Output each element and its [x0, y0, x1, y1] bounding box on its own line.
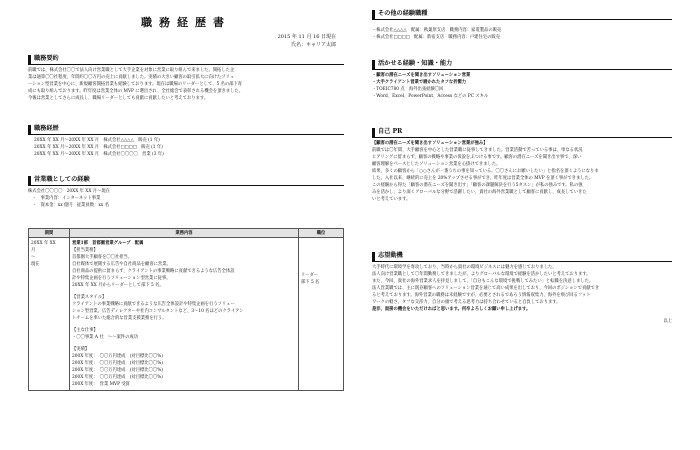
summary-line: 業は通算〇〇社程度、年間約〇〇万円の売上に貢献しました。実績の大きい顧客の取引拡大に向けたソリュ: [28, 75, 235, 80]
period-line: 〜: [31, 255, 36, 260]
motivation-line: 是非、面接の機会をいただければと思います。何卒よろしくお願い申し上げます。: [372, 307, 531, 312]
role-cell: [299, 238, 344, 391]
summary-line: 前職では、株式会社〇〇で法人向け営業職として大手企業を対象に営業に取り組んで来ました。開拓した企: [28, 68, 235, 73]
handling-line: 自社商品の提供に留まらず、クライアントの事業戦略に貢献できるような広告全体設: [72, 269, 235, 274]
career-line: 20XX 年 XX 月〜20XX 年 XX 月 株式会社〇〇〇〇 営業 (3 年): [34, 152, 164, 157]
results-line: 200X 年度： 〇〇万円達成 (対目標比〇〇%): [72, 361, 163, 366]
handling-line: 20XX 年 XX 月からリーダーとして部下 5 名。: [72, 283, 164, 288]
self-pr-section: [372, 128, 672, 203]
self-pr-line: 前職では〇年間、大手顧客を中心とした営業職に従事してきました。営業活動で苦っている事は、単なる状況: [372, 148, 583, 153]
skills-section: [372, 60, 672, 100]
self-pr-line: いと考えています。: [372, 197, 411, 202]
other-experience-line: ・株式会社△△△△ 配属：秋葉原支店 職務内容：家電製品の販売: [372, 28, 502, 33]
motivation-line: ると考えております。海外営業の職務は未経験ですが、必要とされるであろう情報収集力、海外を飛び回るフット: [372, 293, 591, 298]
department: 営業1部 首都圏営業グループ 配属: [72, 241, 144, 246]
period-line: 現在: [31, 262, 40, 267]
results-line: 200X 年度： 〇〇万円達成 (対目標比〇〇%): [72, 368, 163, 373]
style-line: クライアントの事業戦略に貢献できるような広告全体設計や特集企画を行うソリュー: [72, 302, 235, 307]
handling-line: 計や特集企画を行うソリューション型営業に従事。: [72, 276, 171, 281]
self-pr-line: 結果、多くの顧客から「○○さんが一番うちの事を知っている。〇〇さんにお願いしたい」と指名を頂くようになりま: [372, 169, 599, 174]
motivation-line: 法人営業職では、主に既存顧客へのソリューション営業を通じて高い成果を出しており、今回のポジションで貢献でき: [372, 286, 600, 291]
skill-line: ・Word、Excel、PowerPoint、Access などの PC スキル: [372, 94, 489, 99]
summary-title: 職務要約: [28, 55, 344, 65]
style-title: 【営業スタイル】: [72, 295, 107, 300]
content-cell: [70, 238, 299, 391]
end-mark: 以上: [663, 319, 672, 324]
period-line: 20XX 年 XX: [31, 241, 56, 246]
work-history-table: [28, 228, 344, 391]
experience-company: 株式会社〇〇〇〇 20XX 年 XX 月〜現在: [28, 189, 110, 194]
skill-line: ・大手クライアント営業で磨かれたタフな折衝力: [372, 80, 467, 85]
motivation-line: 法人向け営業職として〇年間勤務してきましたが、よりグローバルな環境で経験を活かしたいと考えております。: [372, 272, 591, 277]
role-header: 職位: [299, 229, 344, 238]
other-experience-section: [372, 10, 672, 41]
experience-section: [28, 176, 344, 209]
career-title: 職務経歴: [28, 125, 344, 135]
summary-line: 成にも取り組んでおります。昨年度は営業全体の MVP に選出され、全社総会で表彰される機会を頂きました。: [28, 89, 243, 94]
applicant-name: 氏名：キャリア太郎: [290, 42, 336, 48]
document-title: 職務経歴書: [141, 16, 231, 29]
skill-line: ・TOEIC780 点 海外出張経験〇回: [372, 87, 444, 92]
role-line: 部下 5 名: [301, 280, 320, 285]
period-header: 期間: [29, 229, 70, 238]
self-pr-line: 顧客理解をベースとしたソリューション営業を心掛けてきました。: [372, 162, 501, 167]
results-line: 200X 年度： 〇〇万円達成 (対目標比〇〇%): [72, 375, 163, 380]
experience-item: ・ 資本金：xx 億円 従業員数：xx 名: [32, 203, 109, 208]
period-line: 月: [31, 248, 36, 253]
motivation-section: [372, 252, 672, 325]
main-work-title: 【主な仕事】: [72, 328, 98, 333]
self-pr-line: ヒアリングに留まらず、顧客の戦略や事業の仮説をぶつける事です。顧客の潜在ニーズを聞き出す事で、深い: [372, 155, 582, 160]
style-line: ション型営業。広告ディレクターや社内コンサルタントなど、3〜10 名ほどのクライアン: [72, 309, 244, 314]
table-row: [29, 238, 344, 391]
experience-item: ・ 事業内容：インターネット事業: [32, 196, 101, 201]
self-pr-line: この経験から得た「顧客の潜在ニーズを聞き出す」「顧客の課題解決を行う5タスン」が私の強みです。私の強: [372, 183, 583, 188]
motivation-line: 大手時代に環境学を専攻しており、当時から貴社の環境ビジネスには魅力を感じておりました。: [372, 265, 557, 270]
main-work-line: ・〇〇事業 A 社 〜〜案件の成功: [72, 335, 138, 340]
motivation-title: 志望動機: [372, 252, 672, 262]
period-cell: [29, 238, 70, 391]
other-experience-line: ・株式会社□□□□ 配属：新宿支店 職務内容：戸建住宅の販売: [372, 35, 500, 40]
results-line: 200X 年度： 〇〇万円達成 (対目標比〇〇%): [72, 354, 163, 359]
handling-line: 自社媒体で展開する広告や自社商品を顧客に営業。: [72, 262, 171, 267]
self-pr-line: した。入社以来、継続的に売上を 20%アップさせる事ができ、昨年度は営業全体の MVP を頂く事ができました。: [372, 176, 594, 181]
skill-line: ・顧客の潜在ニーズを聞き出すソリューション営業: [372, 73, 471, 78]
career-section: [28, 125, 344, 158]
handling-line: 首都圏大手顧客を〇〇社担当。: [72, 255, 133, 260]
summary-section: [28, 55, 344, 102]
style-line: トチームを率いた総合的な営業支援業務を行う。: [72, 316, 167, 321]
content-header: 業務内容: [70, 229, 299, 238]
results-title: 【実績】: [72, 347, 90, 352]
motivation-line: また、今回、貴社の海外営業求人を拝見しまして、「自分もこんな環境で挑戦してみたい」と転職を決意しました。: [372, 279, 594, 284]
self-pr-line: みを活かし、より深くグローバルな分野で活躍したい、貴社の海外営業職として顧客に貢献し、成長していきた: [372, 190, 587, 195]
motivation-line: ワークの軽さ、タフな交渉力、自分の頭で考える思考力は持ち合わせていると自負しております。: [372, 300, 561, 305]
handling-title: 【担当業務】: [72, 248, 98, 253]
summary-line: 今後は営業としてさらに成長し、職場リーダーとしても貢献に貢献したいと考えております。: [28, 96, 209, 101]
other-experience-title: その他の経験職種: [372, 10, 672, 20]
self-pr-heading: 【顧客の潜在ニーズを聞き出すソリューション営業が強み】: [372, 141, 488, 146]
self-pr-title: 自己 PR: [372, 128, 672, 138]
results-line: 200X 年度： 営業 MVP 受賞: [72, 382, 130, 387]
document-date: 2015 年 11 月 16 日現在: [277, 34, 336, 40]
skills-title: 活かせる経験・知識・能力: [372, 60, 672, 70]
role-line: リーダー: [301, 273, 319, 278]
career-line: 20XX 年 XX 月〜20XX 年 XX 月 株式会社□□□□ 販売 (1 年): [34, 145, 163, 150]
career-line: 20XX 年 XX 月〜20XX 年 XX 月 株式会社△△△△ 販売 (1 年): [34, 138, 160, 143]
summary-line: ーション型営業を中心に、新規顧客開拓営業も経験しております。現在は職場のリーダーとして、5 名の部下育: [28, 82, 243, 87]
experience-title: 営業職としての経験: [28, 176, 344, 186]
